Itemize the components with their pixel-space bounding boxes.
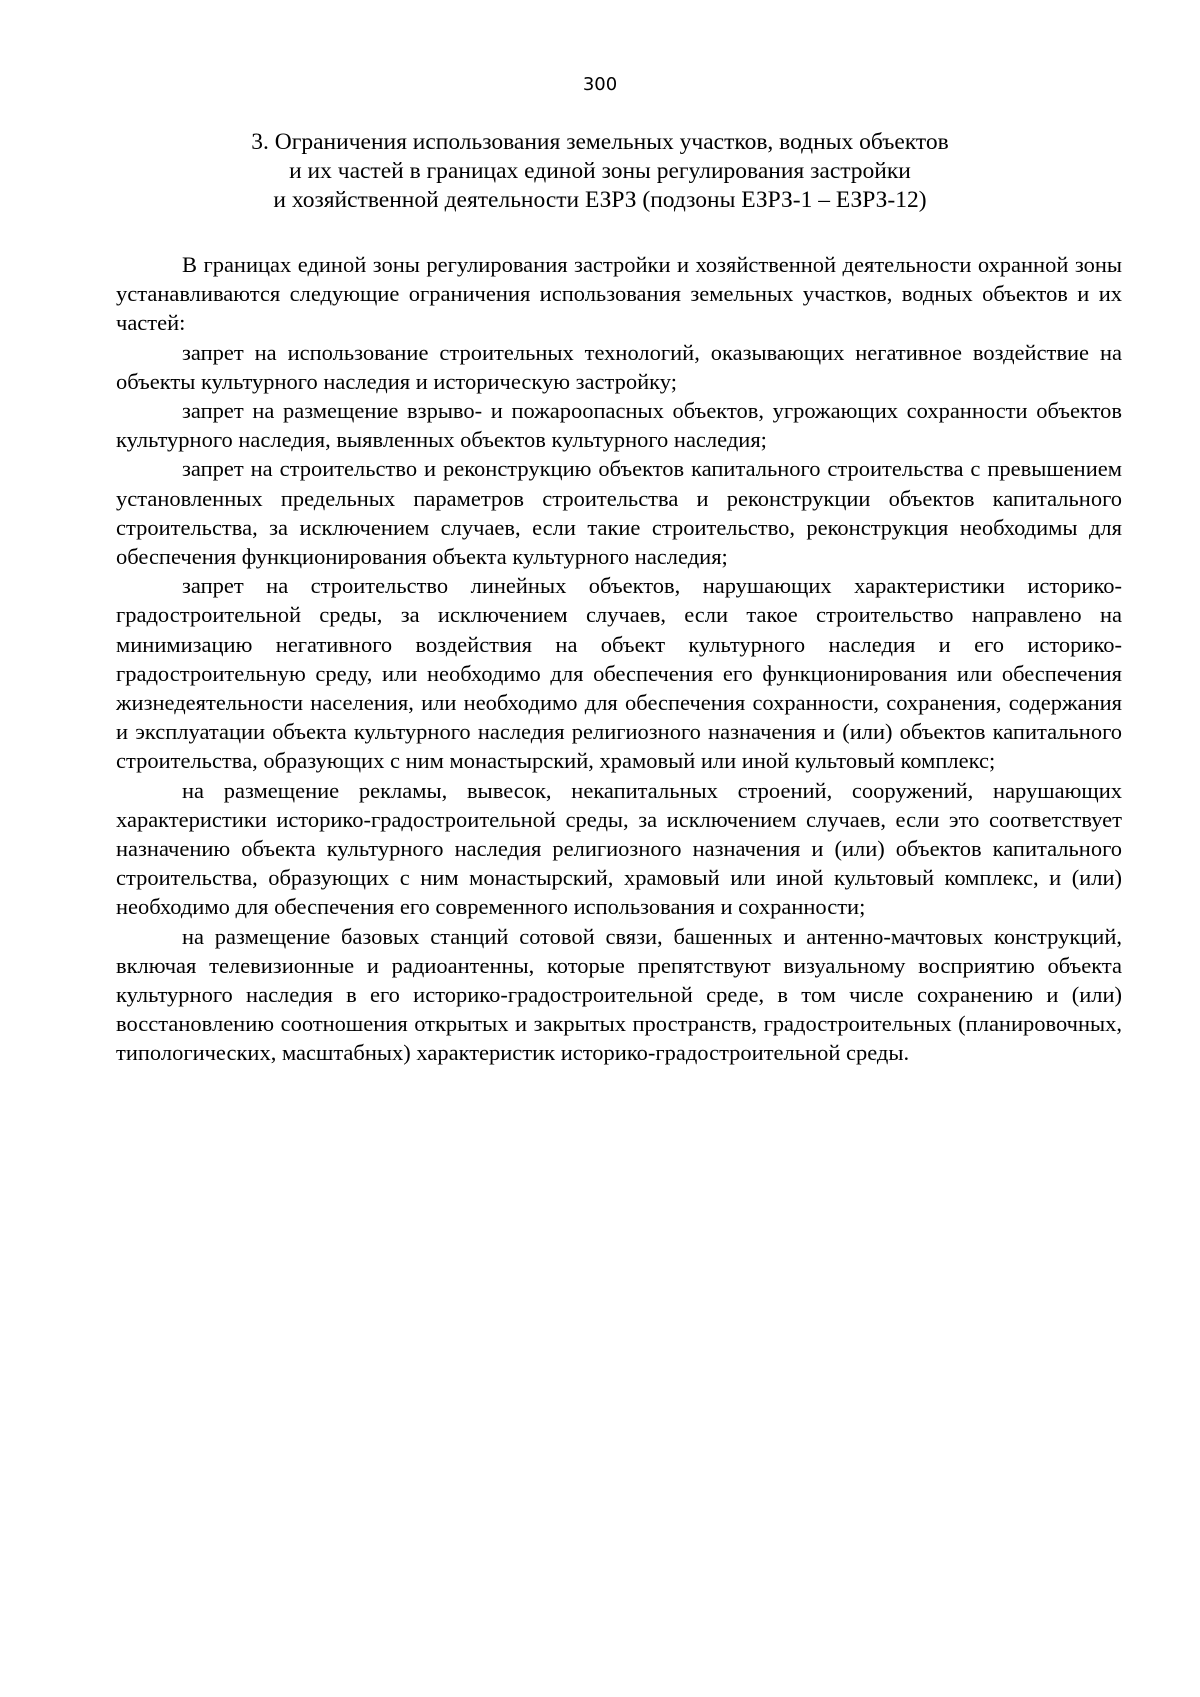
page-number: 300 (582, 74, 618, 95)
restriction-item: на размещение базовых станций сотовой связи, башенных и антенно-мачтовых конструкций, включая телевизионные и радиоантенны, которые препятствуют визуальному восприятию объекта культурного наследия в его историко-градостроительной среде, в том числе сохранению и (или) восстановлению соотношения открытых и закрытых пространств, градостроительных (планировочных, типологических, масштабных) характеристик историко-градостроительной среды. (116, 923, 1122, 1066)
restriction-item: запрет на использование строительных технологий, оказывающих негативное воздействие на объекты культурного наследия и историческую застройку; (116, 339, 1122, 394)
body-text (116, 250, 1122, 1068)
restriction-item: запрет на размещение взрыво- и пожароопасных объектов, угрожающих сохранности объектов культурного наследия, выявленных объектов культурного наследия; (116, 398, 1122, 453)
intro-paragraph: В границах единой зоны регулирования застройки и хозяйственной деятельности охранной зоны устанавливаются следующие ограничения использования земельных участков, водных объектов и их частей: (116, 252, 1122, 336)
section-title (150, 128, 1050, 215)
restriction-item: запрет на строительство линейных объектов, нарушающих характеристики историко-градостроительной среды, за исключением случаев, если такое строительство направлено на минимизацию негативного воздействия на объект культурного наследия и его историко-градостроительную среду, или необходимо для обеспечения его функционирования или обеспечения жизнедеятельности населения, или необходимо для обеспечения сохранности, сохранения, содержания и эксплуатации объекта культурного наследия религиозного назначения и (или) объектов капитального строительства, образующих с ним монастырский, храмовый или иной культовый комплекс; (116, 573, 1122, 774)
restriction-item: запрет на строительство и реконструкцию объектов капитального строительства с превышением установленных предельных параметров строительства и реконструкции объектов капитального строительства, за исключением случаев, если такие строительство, реконструкция необходимы для обеспечения функционирования объекта культурного наследия; (116, 456, 1122, 570)
restriction-item: на размещение рекламы, вывесок, некапитальных строений, сооружений, нарушающих характеристики историко-градостроительной среды, за исключением случаев, если это соответствует назначению объекта культурного наследия религиозного назначения и (или) объектов капитального строительства, образующих с ним монастырский, храмовый или иной культовый комплекс, и (или) необходимо для обеспечения его современного использования и сохранности; (116, 777, 1122, 920)
section-title-line: и хозяйственной деятельности ЕЗРЗ (подзоны ЕЗРЗ-1 – ЕЗРЗ-12) (273, 187, 927, 213)
section-title-line: и их частей в границах единой зоны регулирования застройки (289, 158, 911, 184)
section-title-line: 3. Ограничения использования земельных участков, водных объектов (251, 129, 949, 155)
